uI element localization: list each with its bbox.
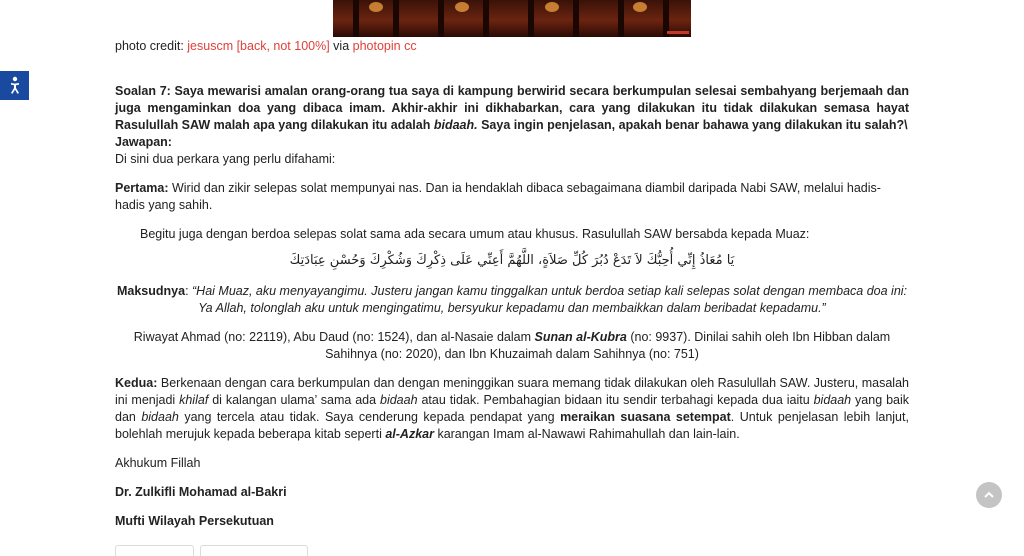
featured-image [333,0,691,37]
author-title: Mufti Wilayah Persekutuan [115,514,274,528]
begitu-text: Begitu juga dengan berdoa selepas solat sama ada secara umum atau khusus. Rasulullah SAW bersabda kepada Muaz: [140,227,810,241]
article-body [115,83,909,530]
accessibility-icon [6,76,24,96]
question-text: Soalan 7: Saya mewarisi amalan orang-orang tua saya di kampung berwirid secara berkumpulan selesai sembahyang berjemaah dan juga mengaminkan doa yang dibaca imam. Akhir-akhir ini dikhabarkan, cara yang dilakukan itu tidak dilakukan semasa hayat Rasulullah SAW malah apa yang dilakukan itu adalah bidaah. Saya ingin penjelasan, apakah benar bahawa yang dilakukan itu salah?\ [115,84,909,132]
photo-credit-prefix: photo credit: [115,39,188,53]
maksudnya-text: Maksudnya: “Hai Muaz, aku menyayangimu. Justeru jangan kamu tinggalkan untuk berdoa setiap kali selepas solat dengan membaca doa ini: Ya Allah, tolonglah aku untuk mengingatimu, bersyukur kepadamu dan membaikkan dalam beribadat kepadamu.” [116,284,908,315]
arabic-hadith: يَا مُعَاذُ إِنِّي أُحِبُّكَ لاَ تَدَعْ دُبُرَ كُلِّ صَلاَةٍ، اللَّهُمَّ أَعِنِّي عَلَى ذِكْرِكَ وَشُكْرِكَ وَحُسْنِ عِبَادَتِكَ [289,253,735,268]
point-pertama: Pertama: Wirid dan zikir selepas solat mempunyai nas. Dan ia hendaklah dibaca sebagaimana diambil daripada Nabi SAW, melalui hadis-hadis yang sahih. [115,181,881,212]
scroll-to-top-button[interactable] [976,482,1002,508]
point-kedua: Kedua: Berkenaan dengan cara berkumpulan dan dengan meninggikan suara memang tidak dilakukan oleh Rasulullah SAW. Justeru, masalah ini menjadi khilaf di kalangan ulama’ sama ada bidaah atau tidak. Pembahagian bidaan itu sendir terbahagi kepada dua iaitu bidaah yang baik dan bidaah yang tercela atau tidak. Saya cenderung kepada pendapat yang meraikan suasana setempat. Untuk penjelasan lebih lanjut, bolehlah merujuk kepada beberapa kitab seperti al-Azkar karangan Imam al-Nawawi Rahimahullah dan lain-lain. [115,376,909,441]
closing-salam: Akhukum Fillah [115,456,201,470]
answer-intro: Di sini dua perkara yang perlu difahami: [115,152,336,166]
photo-credit-author-link[interactable]: jesuscm [back, not 100%] [187,39,330,53]
riwayat-text: Riwayat Ahmad (no: 22119), Abu Daud (no: 1524), dan al-Nasaie dalam Sunan al-Kubra (no: 9937). Dinilai sahih oleh Ibn Hibban dalam Sahihnya (no: 2020), dan Ibn Khuzaimah dalam Sahihnya (no: 751) [133,330,891,361]
answer-heading: Jawapan: [115,135,172,149]
author-name: Dr. Zulkifli Mohamad al-Bakri [115,485,287,499]
chevron-up-icon [983,489,995,501]
photo-credit-via: via [329,39,353,53]
photo-credit [115,38,417,55]
photo-credit-source-link[interactable]: photopin cc [352,39,417,53]
accessibility-button[interactable] [0,71,29,100]
